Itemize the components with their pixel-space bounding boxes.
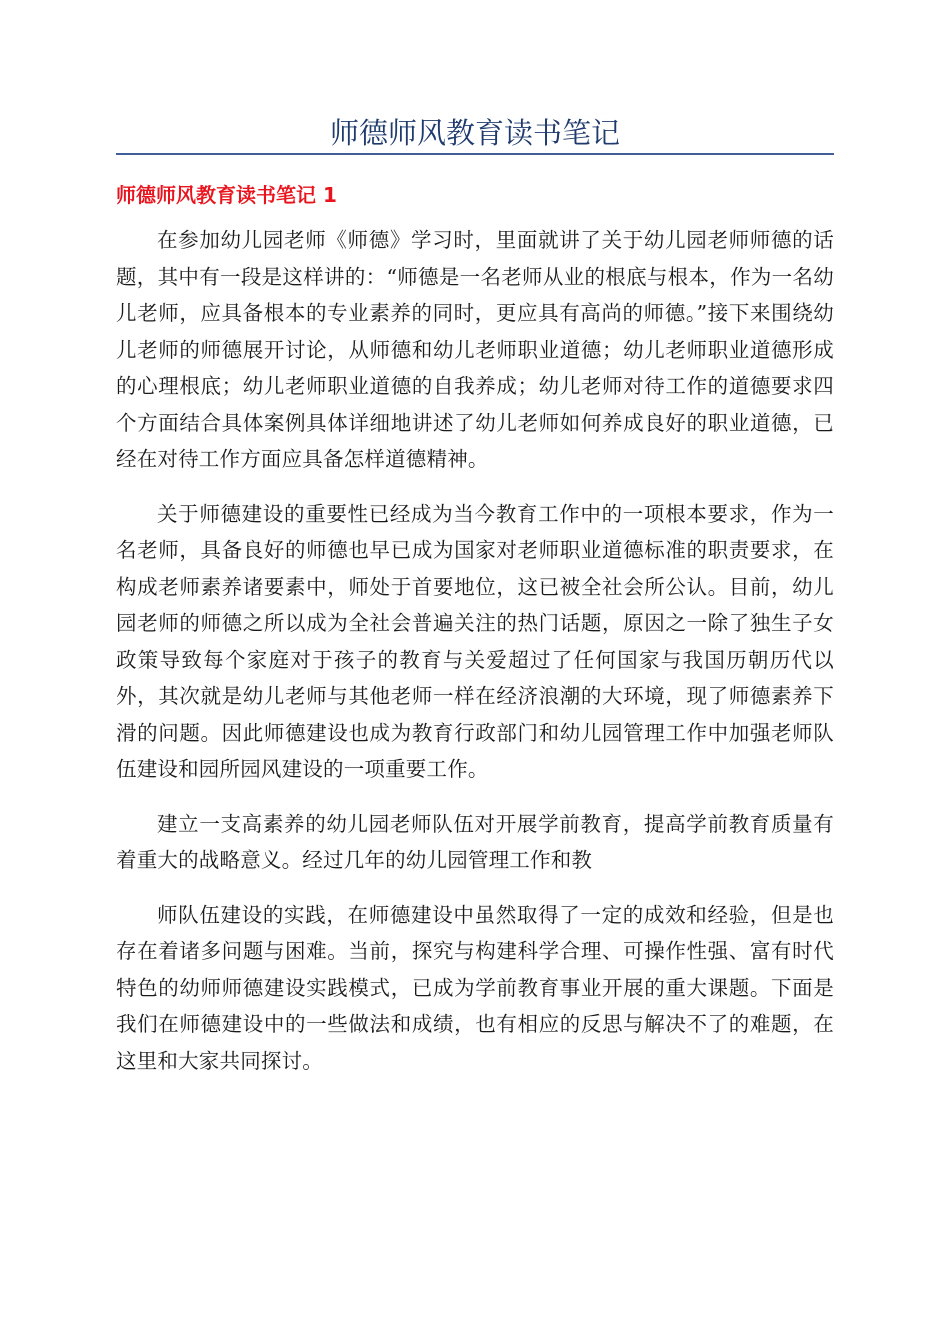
paragraph: 师队伍建设的实践，在师德建设中虽然取得了一定的成效和经验，但是也存在着诸多问题与困难。当前，探究与构建科学合理、可操作性强、富有时代特色的幼师师德建设实践模式，已成为学前教育事业开展的重大课题。下面是我们在师德建设中的一些做法和成绩，也有相应的反思与解决不了的难题，在这里和大家共同探讨。 — [116, 902, 834, 1073]
paragraph: 建立一支高素养的幼儿园老师队伍对开展学前教育，提高学前教育质量有着重大的战略意义。经过几年的幼儿园管理工作和教 — [116, 811, 834, 872]
body-text — [116, 222, 834, 1097]
paragraph: 在参加幼儿园老师《师德》学习时，里面就讲了关于幼儿园老师师德的话题，其中有一段是这样讲的：“师德是一名老师从业的根底与根本，作为一名幼儿老师，应具备根本的专业素养的同时，更应具有高尚的师德。”接下来围绕幼儿老师的师德展开讨论，从师德和幼儿老师职业道德；幼儿老师职业道德形成的心理根底；幼儿老师职业道德的自我养成；幼儿老师对待工作的道德要求四个方面结合具体案例具体详细地讲述了幼儿老师如何养成良好的职业道德，已经在对待工作方面应具备怎样道德精神。 — [116, 228, 834, 471]
paragraph: 关于师德建设的重要性已经成为当今教育工作中的一项根本要求，作为一名老师，具备良好的师德也早已成为国家对老师职业道德标准的职责要求，在构成老师素养诸要素中，师处于首要地位，这已被全社会所公认。目前，幼儿园老师的师德之所以成为全社会普遍关注的热门话题，原因之一除了独生子女政策导致每个家庭对于孩子的教育与关爱超过了任何国家与我国历朝历代以外，其次就是幼儿老师与其他老师一样在经济浪潮的大环境，现了师德素养下滑的问题。因此师德建设也成为教育行政部门和幼儿园管理工作中加强老师队伍建设和园所园风建设的一项重要工作。 — [116, 501, 834, 781]
title-underline — [116, 153, 834, 155]
section-heading: 师德师风教育读书笔记 1 — [116, 183, 337, 207]
document-title: 师德师风教育读书笔记 — [329, 116, 620, 150]
